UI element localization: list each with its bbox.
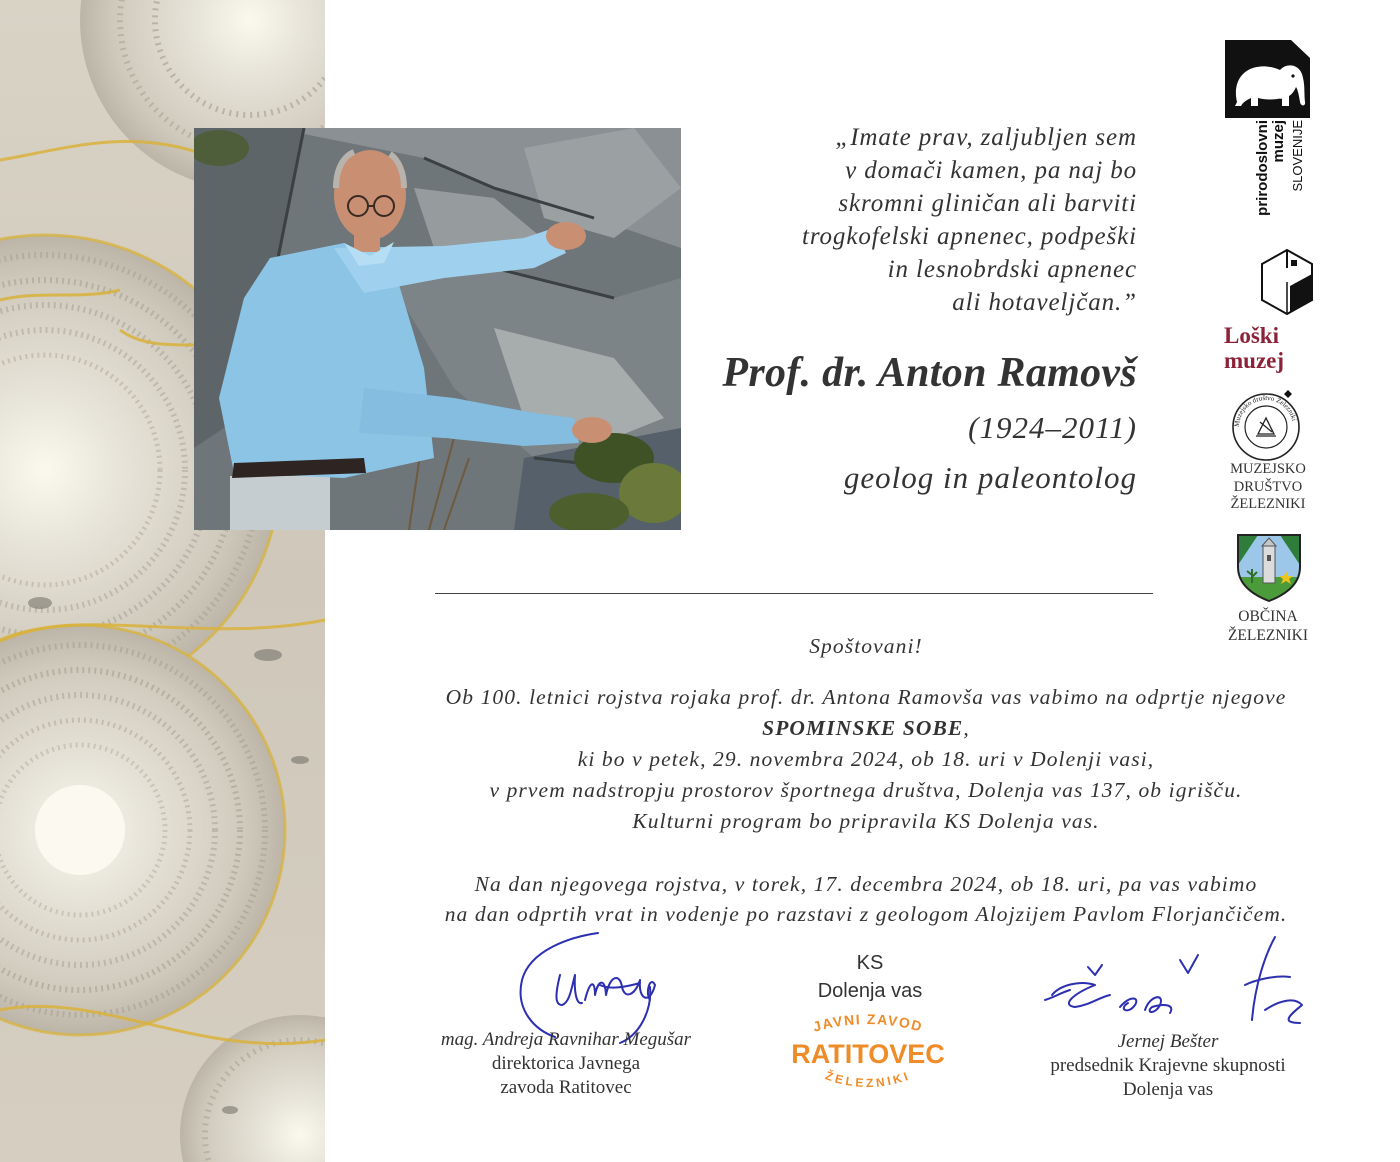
museum-society-line: MUZEJSKO (1230, 461, 1306, 477)
ratitovec-logo (782, 1012, 954, 1094)
invitation-paragraph (366, 682, 1366, 837)
zelezniki-coat-of-arms (1236, 533, 1302, 603)
quote-line: ali hotaveljčan.” (952, 289, 1137, 316)
natural-history-museum-logo (1225, 40, 1310, 235)
invitation-highlight-line (366, 713, 1366, 744)
loski-muzej-wordmark (1224, 323, 1284, 373)
quote-line: v domači kamen, pa naj bo (845, 157, 1137, 184)
room-title-suffix: , (963, 716, 970, 740)
honoree-profession: geolog in paleontolog (843, 460, 1137, 495)
signatory-left-title: zavoda Ratitovec (500, 1077, 632, 1098)
municipality-line: OBČINA (1238, 608, 1298, 625)
invitation-line: Ob 100. letnici rojstva rojaka prof. dr. Antona Ramovša vas vabimo na odprtje njegove (445, 685, 1287, 709)
pms-logo-line2: muzej (1270, 120, 1287, 163)
organizer (790, 949, 950, 1005)
signatory-left-title: direktorica Javnega (491, 1053, 641, 1074)
loski-muzej-line: muzej (1224, 348, 1285, 373)
signature-right (1040, 925, 1310, 1040)
ratitovec-logo-bottom: ŽELEZNIKI (823, 1068, 913, 1091)
quote-line: trogkofelski apnenec, podpeški (801, 223, 1137, 250)
signatory-right-title: predsednik Krajevne skupnosti (1050, 1055, 1286, 1076)
signatory-right-title: Dolenja vas (1122, 1079, 1214, 1100)
greeting: Spoštovani! (809, 634, 923, 658)
invitation-line: ki bo v petek, 29. novembra 2024, ob 18. uri v Dolenji vasi, (577, 747, 1155, 771)
museum-society-line: ŽELEZNIKI (1230, 496, 1306, 512)
quote (802, 121, 1137, 319)
honoree-years: (1924–2011) (968, 410, 1137, 445)
open-day-line: na dan odprtih vrat in vodenje po razstavi z geologom Alojzijem Pavlom Florjančičem. (444, 902, 1288, 926)
loski-muzej-line: Loški (1224, 323, 1279, 348)
portrait-photo (194, 128, 681, 530)
loski-muzej-cube-icon (1258, 246, 1316, 318)
ratitovec-logo-main: RATITOVEC (791, 1039, 945, 1069)
pms-logo-line3: SLOVENIJE (1290, 120, 1305, 192)
invitation-line: Kulturni program bo pripravila KS Dolenja vas. (632, 809, 1100, 833)
museum-society-seal (1228, 388, 1308, 464)
open-day-paragraph (366, 869, 1366, 929)
municipality-line: ŽELEZNIKI (1227, 627, 1309, 644)
quote-line: skromni gliničan ali barviti (838, 190, 1137, 217)
organizer-line: Dolenja vas (817, 980, 923, 1002)
signatory-right (1008, 1030, 1328, 1102)
seal-ring-text: Muzejsko društvo Železniki (1232, 393, 1299, 428)
honoree-name: Prof. dr. Anton Ramovš (722, 350, 1137, 396)
invitation-line: v prvem nadstropju prostorov športnega društva, Dolenja vas 137, ob igrišču. (489, 778, 1243, 802)
museum-society-line: DRUŠTVO (1233, 478, 1303, 495)
municipality-name (1208, 607, 1328, 645)
pms-logo-line1: prirodoslovni (1254, 120, 1271, 216)
signatory-left (396, 1028, 736, 1100)
divider-line (435, 593, 1153, 594)
signatory-right-name: Jernej Bešter (1117, 1031, 1219, 1052)
ratitovec-logo-top: JAVNI ZAVOD (811, 1012, 925, 1035)
quote-line: „Imate prav, zaljubljen sem (835, 124, 1137, 151)
museum-society-name (1218, 461, 1318, 514)
open-day-line: Na dan njegovega rojstva, v torek, 17. decembra 2024, ob 18. uri, pa vas vabimo (474, 872, 1258, 896)
organizer-line: KS (856, 952, 884, 974)
quote-line: in lesnobrdski apnenec (887, 256, 1137, 283)
room-title: SPOMINSKE SOBE (762, 716, 964, 740)
signatory-left-name: mag. Andreja Ravnihar Megušar (440, 1029, 692, 1050)
